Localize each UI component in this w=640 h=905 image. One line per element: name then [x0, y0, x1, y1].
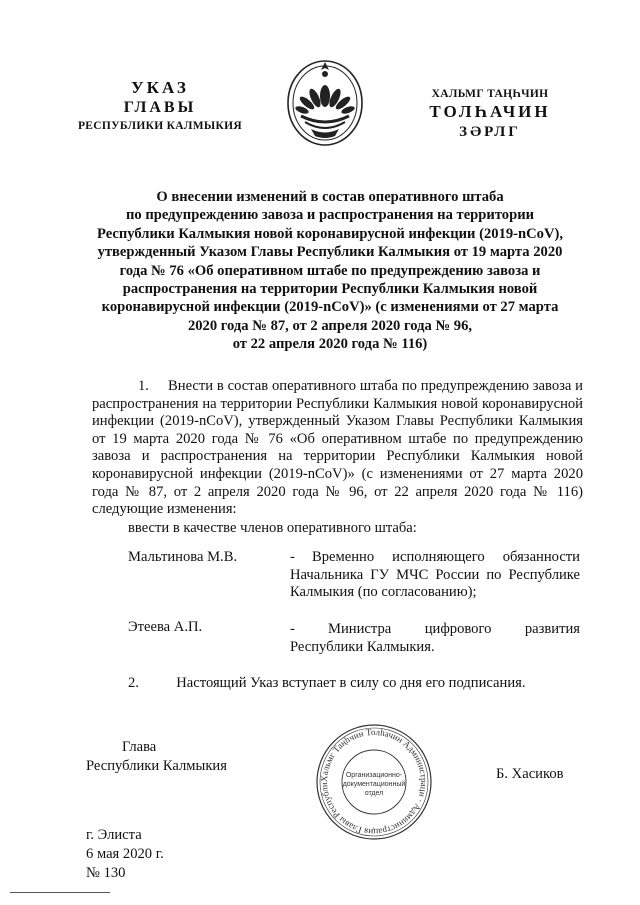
official-stamp: [315, 723, 433, 841]
header-right: [390, 86, 590, 142]
coat-of-arms-emblem: [285, 56, 365, 148]
head-label: ГЛАВЫ: [123, 99, 197, 116]
paragraph-2-number: 2.: [128, 675, 139, 691]
decree-label: УКАЗ: [131, 78, 189, 97]
footer-divider: [10, 892, 110, 893]
stamp-ring-text: Хальмг Таңһчин Толһачин Администраци · Администрация Главы Республи: [318, 726, 430, 838]
title-line: года № 76 «Об оперативном штабе по предупреждению завоза и: [119, 262, 541, 279]
title-line: распространения на территории Республики Калмыкия новой: [122, 281, 538, 298]
title-line: коронавирусной инфекции (2019-nCoV)» (с изменениями от 27 марта: [101, 299, 559, 316]
kalmyk-head-title: ТОЛҺАЧИН: [429, 102, 551, 121]
signer-position-line1: Глава: [122, 739, 157, 755]
paragraph-2: [128, 675, 526, 692]
member-dash: -: [290, 549, 295, 565]
paragraph-1-text: Внести в состав оперативного штаба по предупреждению завоза и распространения на территории Республики Калмыкия новой коронавирусной инфекции (2019-nCoV), утвержденный Указом Главы Республики Калмыкия от 19 марта 2020 года № 76 «Об оперативном штабе по предупреждению завоза и распространения на территории Республики Калмыкия новой коронавирусной инфекции (2019-nCoV)» (с изменениями от 27 марта 2020 года № 87, от 2 апреля 2020 года № 96, от 22 апреля 2020 года № 116) следующие изменения:: [92, 378, 583, 518]
kalmyk-decree-label: ЗӘРЛГ: [459, 124, 521, 140]
title-line: 2020 года № 87, от 2 апреля 2020 года № 96,: [187, 317, 473, 334]
paragraph-1-number: 1.: [138, 378, 149, 394]
title-line: Республики Калмыкия новой коронавирусной инфекции (2019-nCoV),: [96, 225, 564, 242]
republic-label: РЕСПУБЛИКИ КАЛМЫКИЯ: [77, 120, 243, 132]
title-line: О внесении изменений в состав оперативного штаба: [156, 189, 504, 205]
title-line: от 22 апреля 2020 года № 116): [232, 336, 428, 353]
document-title: [80, 188, 580, 354]
paragraph-1-subline: ввести в качестве членов оперативного штаба:: [128, 520, 417, 536]
footer-place: г. Элиста: [86, 827, 142, 843]
paragraph-1: [92, 378, 583, 519]
member-name: Этеева А.П.: [128, 619, 203, 635]
signer-name: Б. Хасиков: [496, 766, 564, 782]
stamp-center-line2: документационный: [342, 781, 406, 788]
header-left: [60, 78, 260, 134]
footer-date: 6 мая 2020 г.: [86, 846, 164, 862]
title-line: по предупреждению завоза и распространения на территории: [125, 207, 535, 224]
kalmyk-head-label: ХАЛЬМГ ТАҢҺЧИН: [431, 88, 549, 100]
member-description: Временно исполняющего обязанности Начальника ГУ МЧС России по Республике Калмыкия (по согласованию);: [290, 549, 580, 601]
stamp-center-line3: отдел: [364, 790, 384, 797]
member-dash: -: [290, 621, 295, 637]
footer-number: № 130: [86, 865, 126, 881]
member-description: Министра цифрового развития Республики Калмыкия.: [290, 621, 580, 655]
member-name: Мальтинова М.В.: [128, 549, 238, 565]
signer-position-line2: Республики Калмыкия: [86, 758, 227, 774]
stamp-center-line1: Организационно-: [345, 772, 403, 779]
title-line: утвержденный Указом Главы Республики Калмыкия от 19 марта 2020: [97, 244, 563, 261]
paragraph-2-text: Настоящий Указ вступает в силу со дня его подписания.: [176, 675, 526, 691]
